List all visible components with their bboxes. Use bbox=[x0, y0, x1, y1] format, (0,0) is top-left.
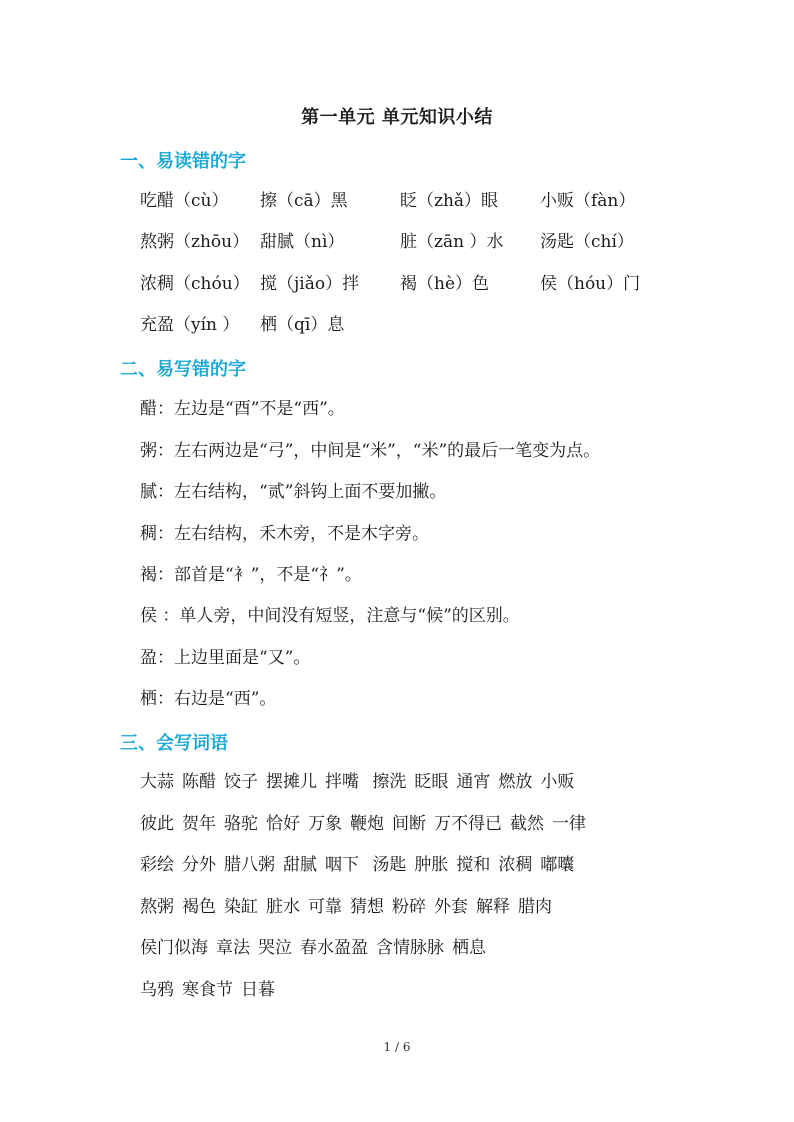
vocabulary-word: 咽下 bbox=[325, 855, 359, 875]
vocabulary-word: 解释 bbox=[476, 897, 510, 917]
vocabulary-word: 肿胀 bbox=[414, 855, 449, 875]
vocabulary-word: 乌鸦 bbox=[140, 980, 174, 1000]
misread-item: 汤匙（chí） bbox=[540, 232, 634, 252]
vocabulary-word: 嘟囔 bbox=[540, 855, 575, 875]
vocabulary-word: 汤匙 bbox=[367, 855, 407, 875]
vocabulary-word: 搅和 bbox=[456, 855, 491, 875]
section-heading-miswritten: 二、易写错的字 bbox=[120, 359, 246, 380]
vocabulary-word: 腊肉 bbox=[518, 897, 552, 917]
vocabulary-word: 可靠 bbox=[308, 897, 342, 917]
vocabulary-word: 栖息 bbox=[452, 938, 486, 958]
vocabulary-line bbox=[140, 894, 560, 920]
page-number: 1 / 6 bbox=[383, 1040, 411, 1054]
miswritten-note: 醋：左边是“酉”不是“西”。 bbox=[140, 399, 345, 419]
vocabulary-word: 通宵 bbox=[456, 772, 491, 792]
vocabulary-word: 擦洗 bbox=[367, 772, 407, 792]
miswritten-note: 侯 ：单人旁，中间没有短竖，注意与“候”的区别。 bbox=[140, 606, 520, 626]
vocabulary-word: 彩绘 bbox=[140, 855, 174, 875]
vocabulary-word: 大蒜 bbox=[140, 772, 174, 792]
vocabulary-word: 章法 bbox=[216, 938, 250, 958]
misread-item: 吃醋（cù） bbox=[140, 191, 229, 211]
vocabulary-word: 甜腻 bbox=[283, 855, 317, 875]
vocabulary-word: 小贩 bbox=[540, 772, 575, 792]
vocabulary-word: 寒食节 bbox=[182, 980, 233, 1000]
vocabulary-word: 眨眼 bbox=[414, 772, 449, 792]
vocabulary-word: 浓稠 bbox=[498, 855, 533, 875]
vocabulary-word: 截然 bbox=[510, 814, 544, 834]
vocabulary-word: 猜想 bbox=[350, 897, 384, 917]
vocabulary-word: 外套 bbox=[434, 897, 468, 917]
vocabulary-word: 燃放 bbox=[498, 772, 533, 792]
misread-item: 搅（jiǎo）拌 bbox=[260, 274, 360, 294]
misread-item: 浓稠（chóu） bbox=[140, 274, 250, 294]
vocabulary-word: 腊八粥 bbox=[224, 855, 275, 875]
vocabulary-word: 万象 bbox=[308, 814, 342, 834]
vocabulary-word: 侯门似海 bbox=[140, 938, 208, 958]
vocabulary-word: 含情脉脉 bbox=[376, 938, 444, 958]
misread-item: 栖（qī）息 bbox=[260, 315, 345, 335]
misread-item: 充盈（yín ） bbox=[140, 315, 240, 335]
misread-item: 擦（cā）黑 bbox=[260, 191, 348, 211]
miswritten-note: 粥：左右两边是“弓”，中间是“米”，“米”的最后一笔变为点。 bbox=[140, 441, 601, 461]
vocabulary-word: 染缸 bbox=[224, 897, 258, 917]
vocabulary-word: 鞭炮 bbox=[350, 814, 384, 834]
vocabulary-word: 恰好 bbox=[266, 814, 300, 834]
vocabulary-line bbox=[140, 935, 494, 961]
vocabulary-word: 哭泣 bbox=[258, 938, 292, 958]
vocabulary-word: 一律 bbox=[552, 814, 586, 834]
vocabulary-word: 饺子 bbox=[224, 772, 258, 792]
vocabulary-word: 粉碎 bbox=[392, 897, 426, 917]
page-title: 第一单元 单元知识小结 bbox=[301, 107, 493, 128]
vocabulary-word: 骆驼 bbox=[224, 814, 258, 834]
miswritten-note: 腻：左右结构，“贰”斜钩上面不要加撇。 bbox=[140, 482, 447, 502]
vocabulary-word: 摆摊儿 bbox=[266, 772, 317, 792]
vocabulary-word: 脏水 bbox=[266, 897, 300, 917]
vocabulary-word: 褐色 bbox=[182, 897, 216, 917]
vocabulary-word: 分外 bbox=[182, 855, 216, 875]
vocabulary-word: 春水盈盈 bbox=[300, 938, 368, 958]
misread-item: 眨（zhǎ）眼 bbox=[400, 191, 499, 211]
vocabulary-word: 日暮 bbox=[241, 980, 275, 1000]
vocabulary-line bbox=[140, 852, 582, 878]
miswritten-note: 稠：左右结构，禾木旁，不是木字旁。 bbox=[140, 524, 429, 544]
vocabulary-word: 间断 bbox=[392, 814, 426, 834]
section-heading-vocabulary: 三、会写词语 bbox=[120, 733, 228, 754]
misread-item: 熬粥（zhōu） bbox=[140, 232, 250, 252]
miswritten-note: 盈：上边里面是“又”。 bbox=[140, 648, 311, 668]
misread-item: 褐（hè）色 bbox=[400, 274, 490, 294]
miswritten-note: 褐：部首是“衤”，不是“礻”。 bbox=[140, 565, 362, 585]
misread-item: 小贩（fàn） bbox=[540, 191, 636, 211]
miswritten-note: 栖：右边是“西”。 bbox=[140, 689, 277, 709]
vocabulary-word: 万不得已 bbox=[434, 814, 502, 834]
vocabulary-line bbox=[140, 977, 283, 1003]
misread-item: 侯（hóu）门 bbox=[540, 274, 641, 294]
vocabulary-word: 熬粥 bbox=[140, 897, 174, 917]
misread-item: 脏（zān ）水 bbox=[400, 232, 504, 252]
vocabulary-line bbox=[140, 811, 594, 837]
vocabulary-word: 彼此 bbox=[140, 814, 174, 834]
vocabulary-word: 贺年 bbox=[182, 814, 216, 834]
vocabulary-line bbox=[140, 769, 582, 795]
vocabulary-word: 拌嘴 bbox=[325, 772, 359, 792]
misread-item: 甜腻（nì） bbox=[260, 232, 345, 252]
section-heading-misread: 一、易读错的字 bbox=[120, 151, 246, 172]
vocabulary-word: 陈醋 bbox=[182, 772, 216, 792]
